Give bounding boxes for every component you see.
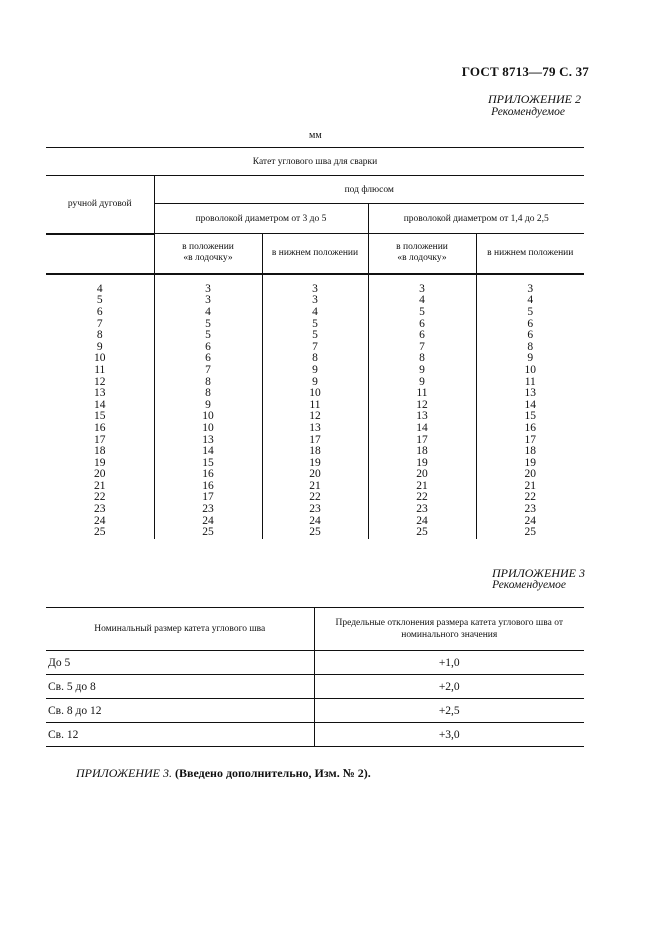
page-header-code: ГОСТ 8713—79 С. 37 (461, 64, 589, 79)
table-cell: 9 (262, 365, 368, 377)
table-cell: 17 (262, 434, 368, 446)
table-cell: 6 (476, 330, 584, 342)
table-row (46, 388, 584, 400)
table-cell: 23 (476, 504, 584, 516)
table-cell: 22 (476, 492, 584, 504)
table-cell: 14 (368, 423, 476, 435)
table-cell: 12 (368, 399, 476, 411)
table-cell: 18 (476, 446, 584, 458)
table-cell: 13 (476, 388, 584, 400)
table-cell: 5 (154, 330, 262, 342)
header-wire-1-4-2-5: проволокой диаметром от 1,4 до 2,5 (368, 204, 584, 234)
table-cell: 6 (96, 305, 103, 318)
table-row (46, 318, 584, 330)
deviation-cell: +1,0 (314, 651, 584, 675)
table-row (46, 723, 584, 747)
table-cell: 7 (368, 341, 476, 353)
table-cell: 6 (154, 353, 262, 365)
table-cell: 12 (94, 375, 106, 388)
table-cell: 4 (154, 307, 262, 319)
header-wire-3-5: проволокой диаметром от 3 до 5 (154, 204, 368, 234)
table-row (46, 675, 584, 699)
header-manual: ручной дуговой (46, 176, 154, 234)
table-cell: 6 (154, 341, 262, 353)
table-row (46, 423, 584, 435)
footnote-ref: ПРИЛОЖЕНИЕ 3. (76, 766, 172, 780)
table-cell: 8 (154, 388, 262, 400)
table-cell: 5 (96, 294, 103, 307)
table-cell: 8 (476, 341, 584, 353)
table-cell: 13 (262, 423, 368, 435)
table-row (46, 457, 584, 469)
table-cell: 11 (368, 388, 476, 400)
table-cell: 18 (262, 446, 368, 458)
table-cell: 11 (94, 363, 106, 376)
table-cell: 7 (262, 341, 368, 353)
table-row (46, 469, 584, 481)
table-cell: 8 (154, 376, 262, 388)
table-cell: 23 (154, 504, 262, 516)
table-cell: 6 (368, 318, 476, 330)
table-cell: 9 (368, 376, 476, 388)
table-cell: 4 (368, 295, 476, 307)
table-cell: 25 (368, 527, 476, 539)
table-cell: 9 (96, 340, 103, 353)
table-cell: 21 (368, 481, 476, 493)
table-cell: 5 (368, 307, 476, 319)
table-cell: 11 (476, 376, 584, 388)
table-cell: 3 (262, 295, 368, 307)
table-cell: 24 (94, 514, 106, 527)
table-row (46, 295, 584, 307)
table-cell: 13 (94, 387, 106, 400)
nominal-size-cell: До 5 (46, 651, 314, 675)
table-cell: 18 (94, 445, 106, 458)
table-cell: 6 (476, 318, 584, 330)
table-cell: 22 (368, 492, 476, 504)
table-cell: 5 (476, 307, 584, 319)
table-cell: 21 (94, 479, 106, 492)
table-cell: 10 (262, 388, 368, 400)
table-cell: 22 (94, 491, 106, 504)
table-cell: 14 (94, 398, 106, 411)
table-cell: 9 (262, 376, 368, 388)
table-row (46, 515, 584, 527)
table-row (46, 274, 584, 296)
table-cell: 3 (154, 295, 262, 307)
table-cell: 19 (94, 456, 106, 469)
table-cell: 25 (476, 527, 584, 539)
table-cell: 18 (368, 446, 476, 458)
unit-label: мм (309, 130, 322, 141)
header-nominal-size: Номинальный размер катета углового шва (46, 608, 314, 651)
table-cell: 25 (154, 527, 262, 539)
table-cell: 17 (94, 433, 106, 446)
table-cell: 10 (476, 365, 584, 377)
table-cell: 3 (368, 274, 476, 296)
table-cell: 3 (476, 274, 584, 296)
table-cell: 4 (476, 295, 584, 307)
table-cell: 19 (476, 457, 584, 469)
table-row (46, 399, 584, 411)
table-cell: 19 (262, 457, 368, 469)
table-row (46, 341, 584, 353)
table-row (46, 699, 584, 723)
appendix-2-subtitle: Рекомендуемое (491, 106, 565, 118)
tolerance-table (46, 607, 584, 747)
header-main: Катет углового шва для сварки (46, 148, 584, 176)
table-cell: 9 (368, 365, 476, 377)
table-cell: 19 (368, 457, 476, 469)
table-cell: 24 (262, 515, 368, 527)
footnote (76, 766, 371, 781)
table-cell: 10 (94, 352, 106, 365)
table-cell: 16 (476, 423, 584, 435)
table-cell: 14 (154, 446, 262, 458)
table-cell: 20 (262, 469, 368, 481)
table-row (46, 481, 584, 493)
header-flux: под флюсом (154, 176, 584, 204)
table-cell: 13 (368, 411, 476, 423)
table-cell: 24 (476, 515, 584, 527)
table-cell: 23 (368, 504, 476, 516)
table-row (46, 504, 584, 516)
table-cell: 21 (262, 481, 368, 493)
table-cell: 20 (94, 468, 106, 481)
table-cell: 10 (154, 423, 262, 435)
table-cell: 23 (262, 504, 368, 516)
table-cell: 5 (262, 318, 368, 330)
table-row (46, 353, 584, 365)
table-cell: 25 (262, 527, 368, 539)
table-cell: 4 (96, 282, 103, 295)
table-cell: 11 (262, 399, 368, 411)
table-cell: 8 (262, 353, 368, 365)
table-cell: 9 (476, 353, 584, 365)
deviation-cell: +2,0 (314, 675, 584, 699)
table-cell: 14 (476, 399, 584, 411)
table-cell: 15 (476, 411, 584, 423)
table-cell: 12 (262, 411, 368, 423)
table-cell: 17 (368, 434, 476, 446)
header-pos-boat: в положении «в лодочку» (368, 234, 476, 274)
table-cell: 22 (262, 492, 368, 504)
table-cell: 16 (154, 469, 262, 481)
table-row (46, 434, 584, 446)
table-row (46, 492, 584, 504)
table-cell: 17 (154, 492, 262, 504)
table-cell: 3 (262, 274, 368, 296)
nominal-size-cell: Св. 8 до 12 (46, 699, 314, 723)
table-cell: 8 (368, 353, 476, 365)
table-cell: 5 (154, 318, 262, 330)
table-cell: 24 (154, 515, 262, 527)
header-pos-flat: в нижнем положении (476, 234, 584, 274)
header-pos-boat: в положении «в лодочку» (154, 234, 262, 274)
table-cell: 20 (368, 469, 476, 481)
appendix-3-subtitle: Рекомендуемое (492, 579, 566, 591)
appendix-3-title: ПРИЛОЖЕНИЕ 3 (492, 566, 585, 580)
table-row (46, 651, 584, 675)
table-cell: 17 (476, 434, 584, 446)
table-cell: 7 (154, 365, 262, 377)
deviation-cell: +3,0 (314, 723, 584, 747)
weld-leg-table (46, 147, 584, 539)
table-cell: 4 (262, 307, 368, 319)
table-cell: 16 (154, 481, 262, 493)
header-deviation: Предельные отклонения размера катета углового шва от номинального значения (314, 608, 584, 651)
table-row (46, 527, 584, 539)
table-cell: 3 (154, 274, 262, 296)
table-row (46, 307, 584, 319)
table-row (46, 411, 584, 423)
table-cell: 25 (94, 526, 106, 539)
table-row (46, 365, 584, 377)
table-cell: 6 (368, 330, 476, 342)
table-cell: 24 (368, 515, 476, 527)
table-cell: 16 (94, 421, 106, 434)
footnote-text: (Введено дополнительно, Изм. № 2). (174, 766, 371, 780)
table-row (46, 330, 584, 342)
appendix-2-title: ПРИЛОЖЕНИЕ 2 (488, 92, 581, 106)
table-cell: 15 (154, 457, 262, 469)
table-cell: 23 (94, 503, 106, 516)
table-row (46, 446, 584, 458)
table-cell: 7 (96, 317, 103, 330)
table-cell: 9 (154, 399, 262, 411)
table-cell: 8 (96, 329, 103, 342)
header-pos-flat: в нижнем положении (262, 234, 368, 274)
table-cell: 15 (94, 410, 106, 423)
table-cell: 13 (154, 434, 262, 446)
table-cell: 5 (262, 330, 368, 342)
table-row (46, 376, 584, 388)
nominal-size-cell: Св. 5 до 8 (46, 675, 314, 699)
nominal-size-cell: Св. 12 (46, 723, 314, 747)
deviation-cell: +2,5 (314, 699, 584, 723)
table-cell: 21 (476, 481, 584, 493)
table-cell: 20 (476, 469, 584, 481)
table-cell: 10 (154, 411, 262, 423)
